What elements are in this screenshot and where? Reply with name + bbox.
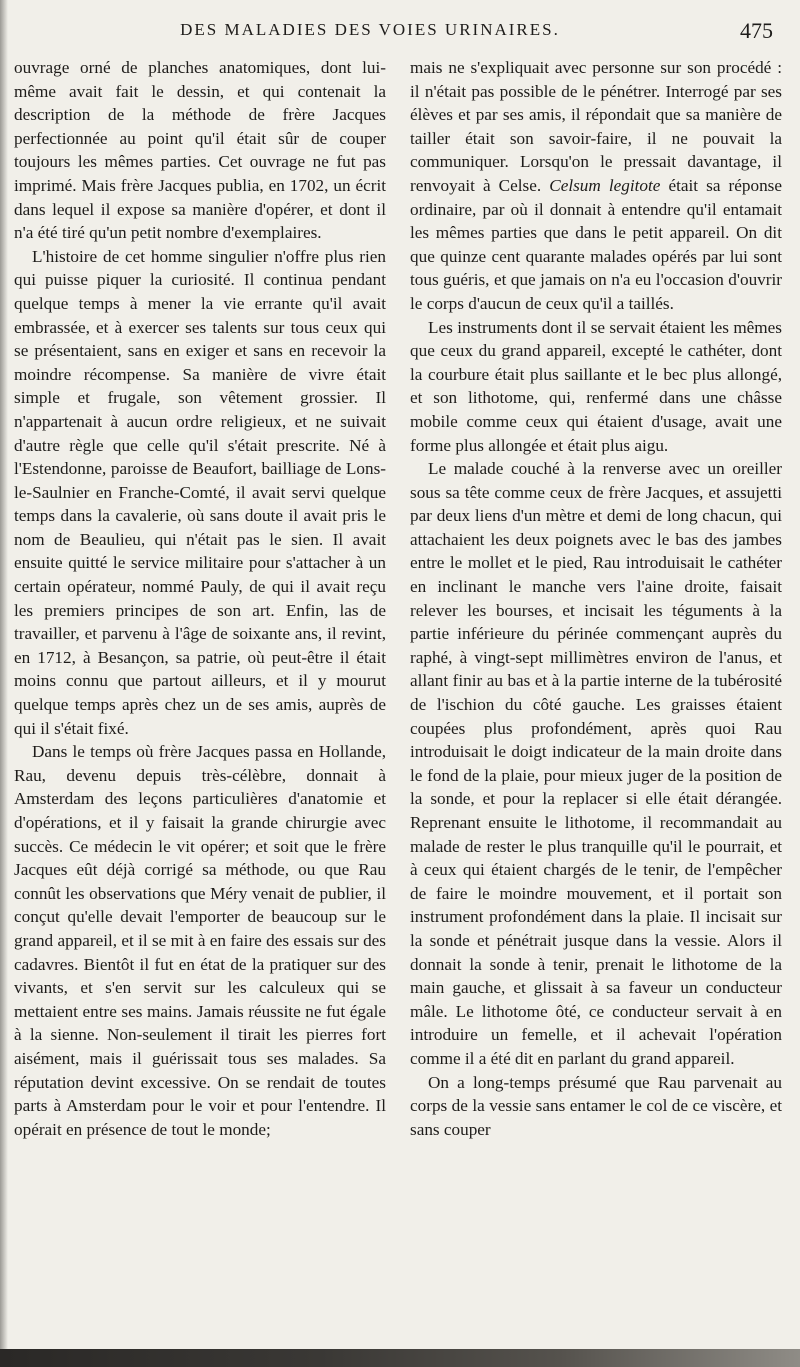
paragraph: Les instruments dont il se servait étaient les mêmes que ceux du grand appareil, excepté le cathéter, dont la courbure était plus saillante et le bec plus allongé, et son lithotome, qui, renfermé dans une châsse mobile comme ceux qui étaient d'usage, avait une forme plus allongée et était plus aigu. [410, 317, 782, 455]
paragraph: Le malade couché à la renverse avec un oreiller sous sa tête comme ceux de frère Jacques, et assujetti par deux liens d'un mètre et demi de long chacun, qui attachaient les deux poignets avec le bas des jambes entre le mollet et le pied, Rau introduisait le cathéter en inclinant le manche vers l'aine droite, faisait relever les bourses, et incisait les téguments à la partie inférieure du périnée commençant auprès du raphé, à vingt-sept millimètres environ de l'anus, et allant finir au bas et à la partie interne de la tubérosité de l'ischion du côté gauche. Les graisses étaient coupées plus profondément, après quoi Rau introduisait le doigt indicateur de la main droite dans le fond de la plaie, pour mieux juger de la position de la sonde, et pour la replacer si elle était dérangée. Reprenant ensuite le lithotome, il recommandait au malade de rester le plus tranquille qu'il le pourrait, et à ceux qui étaient chargés de le tenir, de l'empêcher de faire le moindre mouvement, et il portait son instrument profondément dans la plaie. Il incisait sur la sonde et pénétrait jusque dans la vessie. Alors il donnait la sonde à tenir, prenait le lithotome de la main gauche, et glissait à sa faveur un conducteur mâle. Le lithotome ôté, ce conducteur servait à en introduire un femelle, et il achevait l'opération comme il a été dit en parlant du grand appareil. [410, 459, 782, 1068]
latin-quote: Celsum legitote [549, 175, 661, 195]
scan-bottom-edge [0, 1349, 800, 1367]
left-column [14, 56, 386, 1141]
paragraph [410, 56, 782, 316]
paragraph: On a long-temps présumé que Rau parvenait au corps de la vessie sans entamer le col de ce viscère, et sans couper [410, 1072, 782, 1139]
page-number: 475 [740, 18, 773, 43]
paragraph: ouvrage orné de planches anatomiques, dont lui-même avait fait le dessin, et qui contenait la description de la méthode de frère Jacques perfectionnée au point qu'il était sûr de couper toujours les mêmes parties. Cet ouvrage ne fut pas imprimé. Mais frère Jacques publia, en 1702, un écrit dans lequel il expose sa manière d'opérer, et dont il n'a été tiré qu'un petit nombre d'exemplaires. [14, 58, 386, 243]
text-run: mais ne s'expliquait avec personne sur son procédé : il n'était pas possible de le pénétrer. Interrogé par ses élèves et par ses amis, il répondait que sa manière de tailler était son savoir-faire, il ne pouvait la communiquer. Lorsqu'on le pressait davantage, il renvoyait à Celse. [410, 58, 782, 195]
paragraph: L'histoire de cet homme singulier n'offre plus rien qui puisse piquer la curiosité. Il continua pendant quelque temps à mener la vie errante qu'il avait embrassée, et à exercer ses talents sur tous ceux qui se présentaient, sans en exiger et sans en recevoir la moindre récompense. Sa manière de vivre était simple et frugale, son vêtement grossier. Il n'appartenait à aucun ordre religieux, et ne suivait d'autre règle que celle qu'il s'était prescrite. Né à l'Estendonne, paroisse de Beaufort, bailliage de Lons-le-Saulnier en Franche-Comté, il avait servi quelque temps dans la cavalerie, où sans doute il avait pris le nom de Beaulieu, qui n'était pas le sien. Il avait ensuite quitté le service militaire pour s'attacher à un certain opérateur, nommé Pauly, de qui il avait reçu les premiers principes de son art. Enfin, las de travailler, et parvenu à l'âge de soixante ans, il revint, en 1712, à Besançon, sa patrie, où peut-être il était moins connu que partout ailleurs, et il y mourut quelque temps après chez un de ses amis, auprès de qui il s'était fixé. [14, 246, 386, 738]
running-title: DES MALADIES DES VOIES URINAIRES. [180, 20, 560, 39]
paragraph: Dans le temps où frère Jacques passa en Hollande, Rau, devenu depuis très-célèbre, donnait à Amsterdam des leçons particulières d'anatomie et d'opérations, et il y faisait la grande chirurgie avec succès. Ce médecin le vit opérer; et soit que le frère Jacques eût déjà corrigé sa méthode, ou que Rau connût les observations que Méry venait de publier, il conçut qu'elle devait l'emporter de beaucoup sur le grand appareil, et il se mit à en faire des essais sur des cadavres. Bientôt il fut en état de la pratiquer sur des vivants, et s'en servit sur les calculeux qui se mettaient entre ses mains. Jamais réussite ne fut égale à la sienne. Non-seulement il tirait les pierres fort aisément, mais il guérissait tous ses malades. Sa réputation devint excessive. On se rendait de toutes parts à Amsterdam pour le voir et pour l'entendre. Il opérait en présence de tout le monde; [14, 742, 386, 1139]
page-gutter-shadow [0, 0, 8, 1367]
text-run: était sa réponse ordinaire, par où il donnait à entendre qu'il entamait les mêmes parties que dans le petit appareil. On dit que quinze cent quarante malades opérés par lui sont tous guéris, et que jamais on n'a eu l'occasion d'ouvrir le corps d'aucun de ceux qu'il a taillés. [410, 175, 782, 313]
right-column [410, 56, 782, 1141]
